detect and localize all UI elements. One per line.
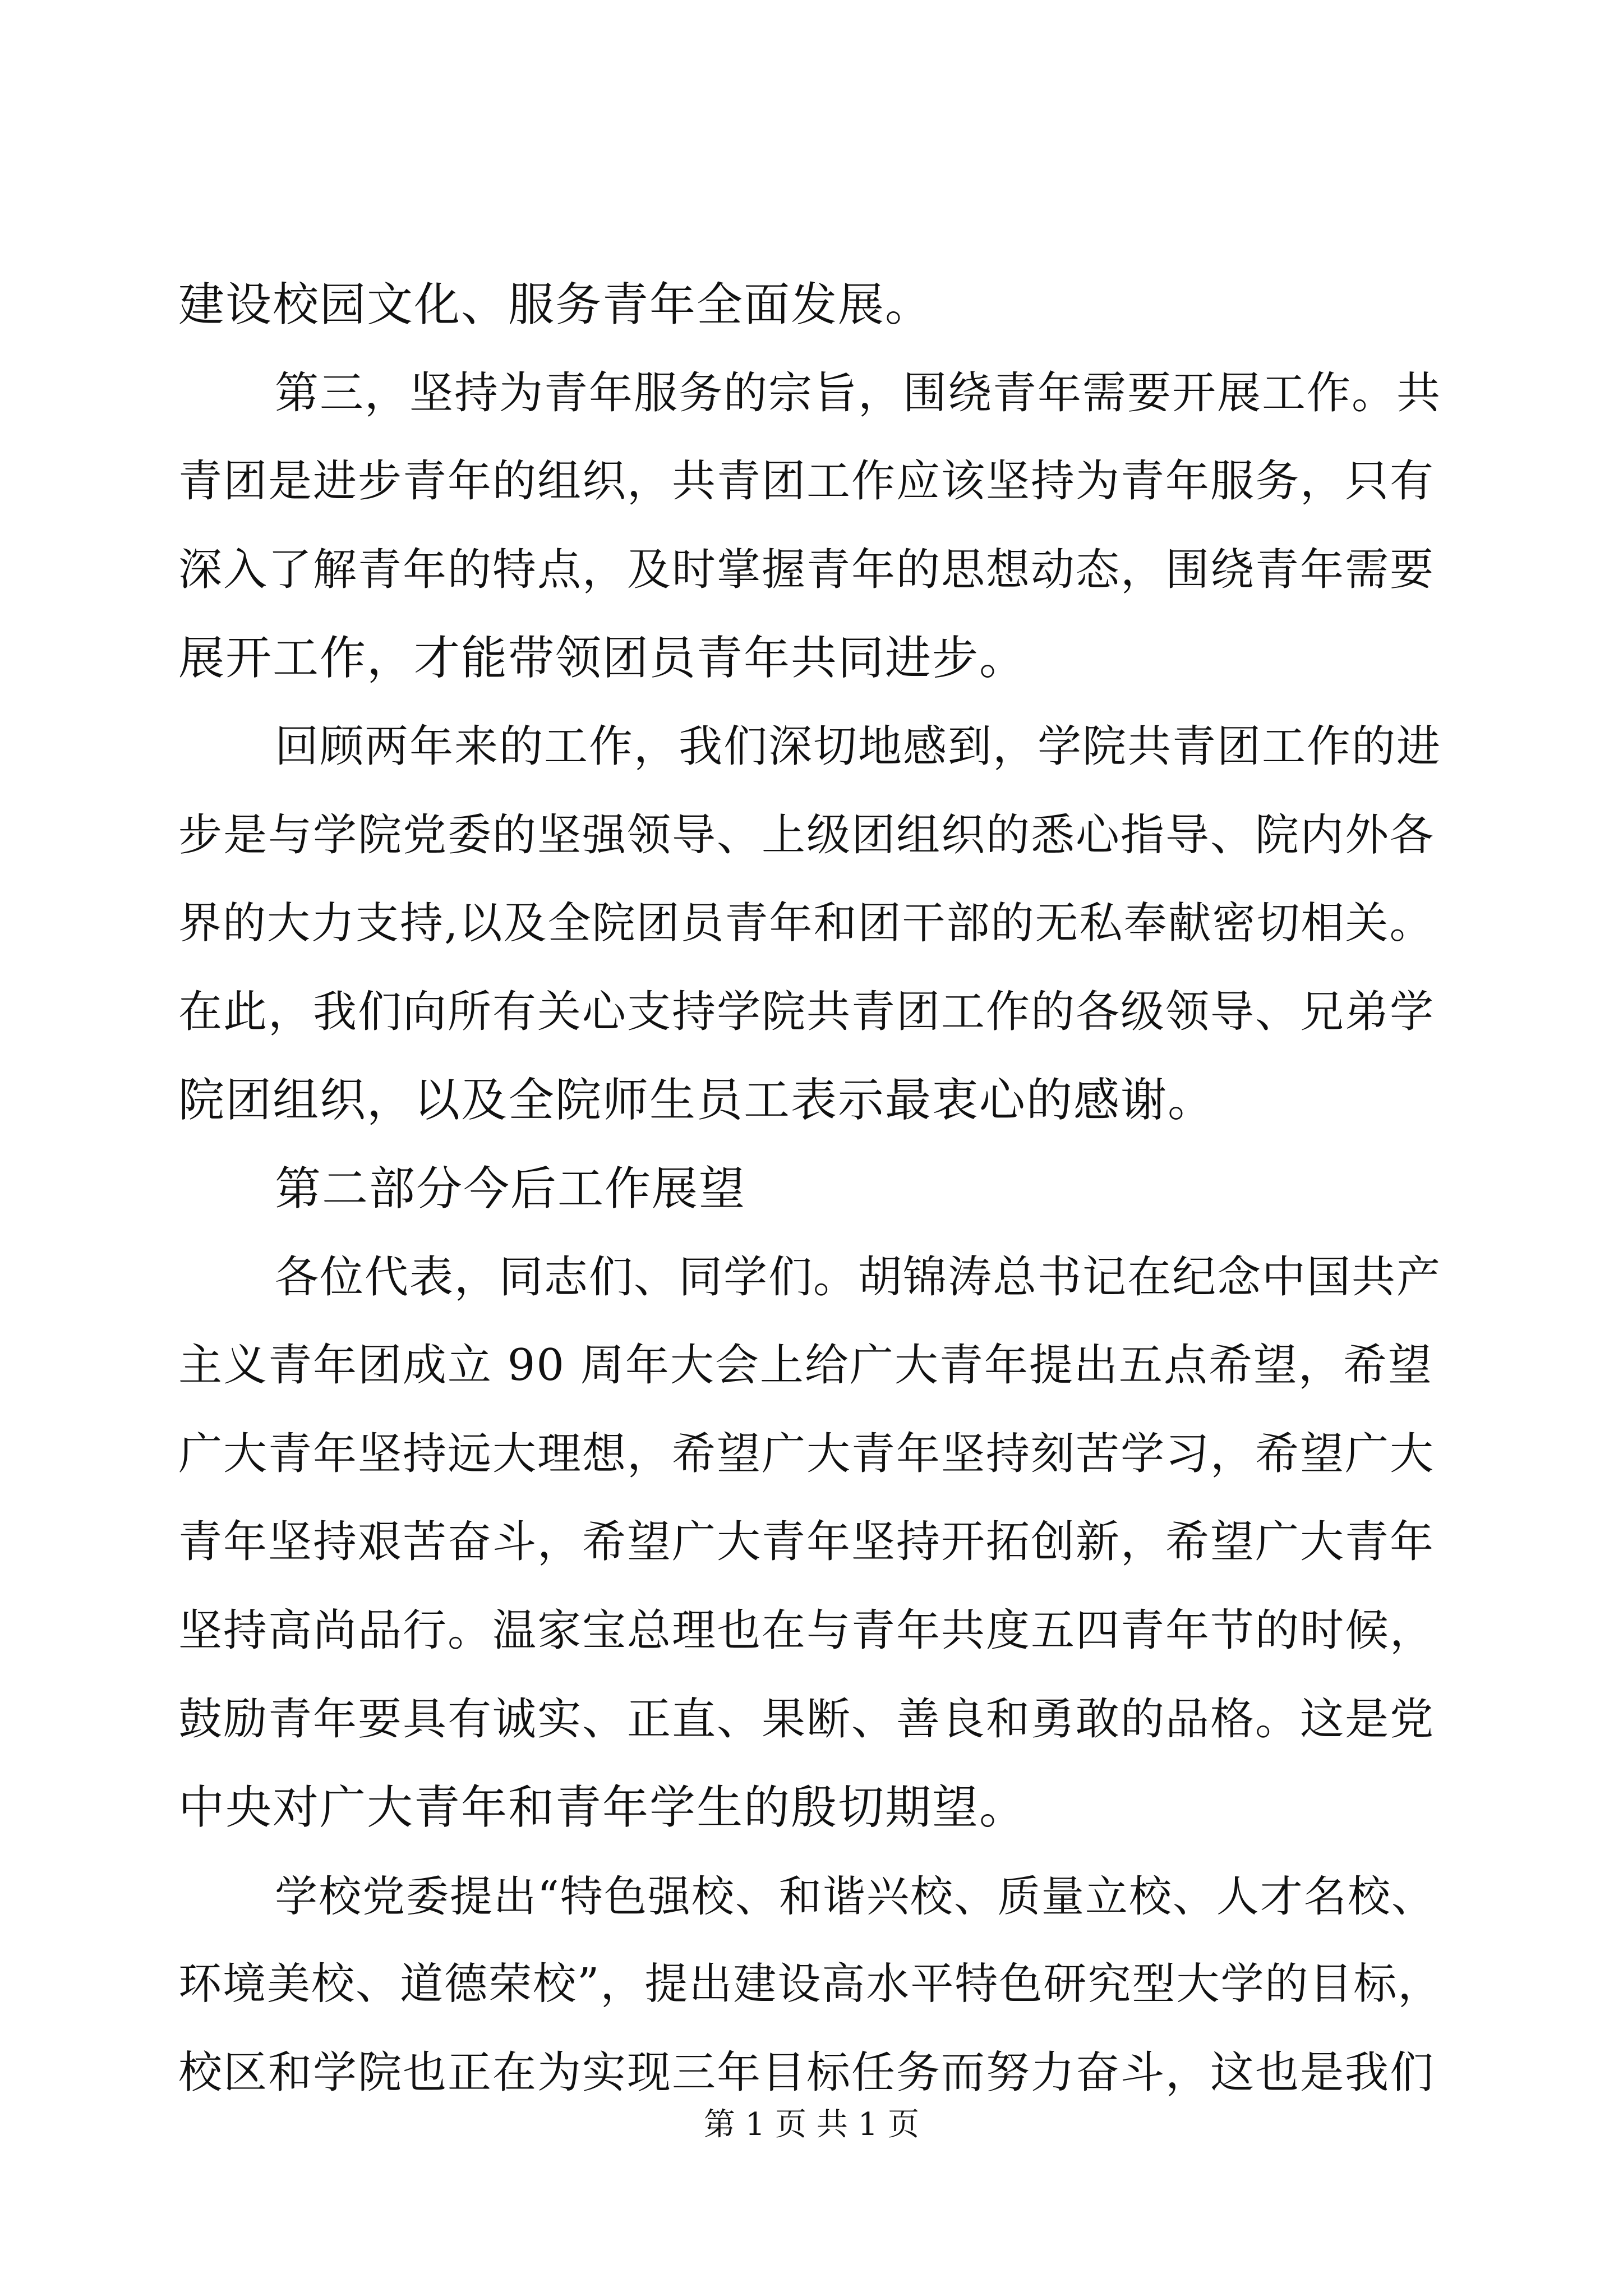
text-line: 深入了解青年的特点，及时掌握青年的思想动态，围绕青年需要 [178, 544, 1435, 595]
text-line: 主义青年团成立 90 周年大会上给广大青年提出五点希望，希望 [178, 1340, 1433, 1391]
page-number-label: 第 1 页 共 1 页 [703, 2106, 920, 2143]
text-lines [178, 261, 1447, 2117]
text-line: 中央对广大青年和青年学生的殷切期望。 [178, 1781, 1027, 1835]
text-line: 各位代表，同志们、同学们。胡锦涛总书记在纪念中国共产 [275, 1251, 1442, 1303]
text-line: 青团是进步青年的组织，共青团工作应该坚持为青年服务，只有 [178, 456, 1435, 507]
text-line: 第二部分今后工作展望 [275, 1162, 746, 1216]
text-line: 展开工作，才能带领团员青年共同进步。 [178, 632, 1027, 685]
document-body [178, 261, 1447, 2117]
text-line: 坚持高尚品行。温家宝总理也在与青年共度五四青年节的时候， [178, 1605, 1435, 1656]
text-line: 回顾两年来的工作，我们深切地感到，学院共青团工作的进 [275, 721, 1442, 772]
text-line: 步是与学院党委的坚强领导、上级团组织的悉心指导、院内外各 [178, 809, 1435, 861]
text-line: 青年坚持艰苦奋斗，希望广大青年坚持开拓创新，希望广大青年 [178, 1517, 1435, 1568]
text-line: 广大青年坚持远大理想，希望广大青年坚持刻苦学习，希望广大 [178, 1428, 1435, 1479]
text-line: 院团组织，以及全院师生员工表示最衷心的感谢。 [178, 1074, 1215, 1128]
text-line: 学校党委提出“特色强校、和谐兴校、质量立校、人才名校、 [275, 1871, 1435, 1921]
text-line: 校区和学院也正在为实现三年目标任务而努力奋斗，这也是我们 [178, 2047, 1435, 2098]
text-line: 鼓励青年要具有诚实、正直、果断、善良和勇敢的品格。这是党 [178, 1694, 1435, 1745]
text-line: 第三，坚持为青年服务的宗旨，围绕青年需要开展工作。共 [275, 367, 1442, 418]
text-line: 环境美校、道德荣校”，提出建设高水平特色研究型大学的目标， [178, 1959, 1442, 2010]
text-line: 建设校园文化、服务青年全面发展。 [178, 278, 933, 332]
text-line: 界的大力支持,以及全院团员青年和团干部的无私奉献密切相关。 [178, 899, 1434, 949]
text-line: 在此，我们向所有关心支持学院共青团工作的各级领导、兄弟学 [178, 986, 1435, 1037]
page-footer [0, 2102, 1623, 2147]
